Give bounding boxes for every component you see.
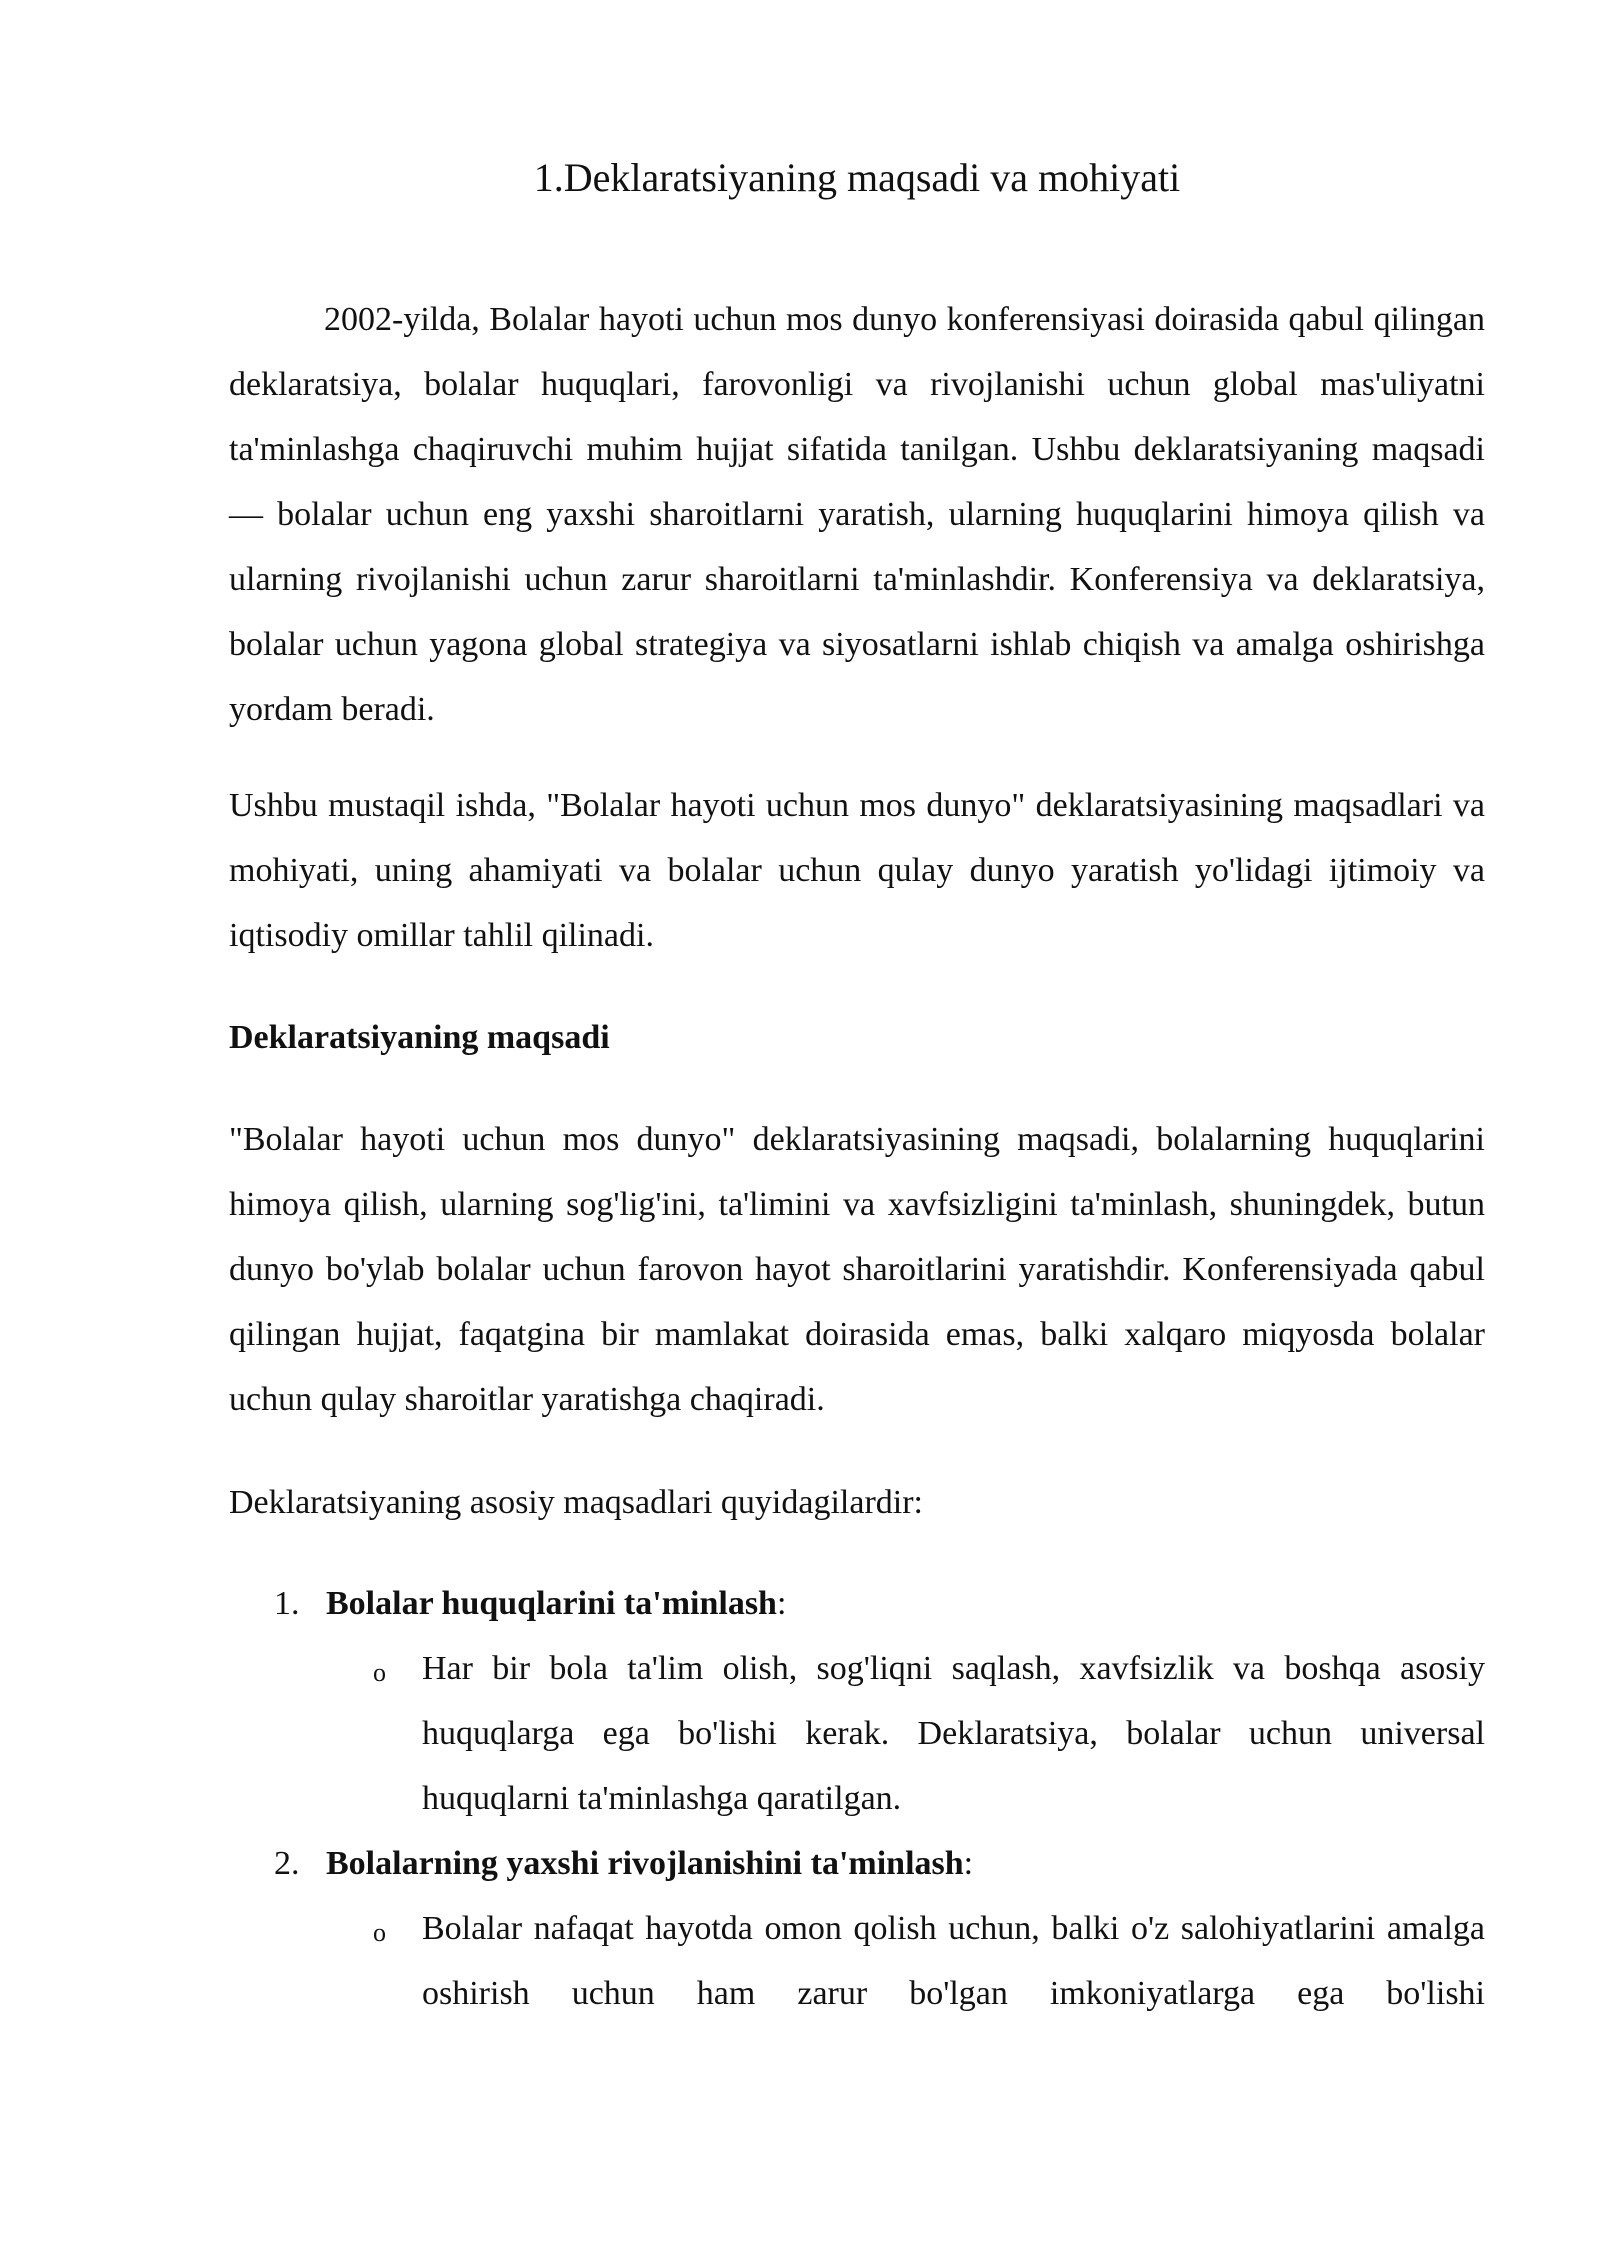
bullet-icon: o bbox=[373, 1918, 386, 1947]
bullet-icon: o bbox=[373, 1658, 386, 1687]
list-item-text bbox=[326, 1571, 786, 1636]
section-heading: Deklaratsiyaning maqsadi bbox=[229, 1019, 610, 1056]
list-item-title: Bolalar huquqlarini ta'minlash bbox=[326, 1585, 777, 1622]
section-paragraph: "Bolalar hayoti uchun mos dunyo" deklaratsiyasining maqsadi, bolalarning huquqlarini himoya qilish, ularning sog'lig'ini, ta'limini va xavfsizligini ta'minlash, shuningdek, butun dunyo bo'ylab bolalar uchun farovon hayot sharoitlarini yaratishdir. Konferensiyada qabul qilingan hujjat, faqatgina bir mamlakat doirasida emas, balki xalqaro miqyosda bolalar uchun qulay sharoitlar yaratishga chaqiradi. bbox=[229, 1121, 1485, 1418]
intro-paragraph: 2002-yilda, Bolalar hayoti uchun mos dunyo konferensiyasi doirasida qabul qilingan deklaratsiya, bolalar huquqlari, farovonligi va rivojlanishi uchun global mas'uliyatni ta'minlashga chaqiruvchi muhim hujjat sifatida tanilgan. Ushbu deklaratsiyaning maqsadi — bolalar uchun eng yaxshi sharoitlarni yaratish, ularning huquqlarini himoya qilish va ularning rivojlanishi uchun zarur sharoitlarni ta'minlashdir. Konferensiya va deklaratsiya, bolalar uchun yagona global strategiya va siyosatlarni ishlab chiqish va amalga oshirishga yordam beradi. bbox=[229, 301, 1485, 728]
list-item-title: Bolalarning yaxshi rivojlanishini ta'minlash bbox=[326, 1845, 964, 1882]
list-item-suffix: : bbox=[776, 1585, 787, 1622]
sub-list-text: Bolalar nafaqat hayotda omon qolish uchun, balki o'z salohiyatlarini amalga oshirish uchun ham zarur bo'lgan imkoniyatlarga ega bo'lishi bbox=[422, 1910, 1485, 2012]
list-item-text bbox=[326, 1831, 973, 1896]
page-title: 1.Deklaratsiyaning maqsadi va mohiyati bbox=[533, 155, 1181, 200]
sub-list-text: Har bir bola ta'lim olish, sog'liqni saqlash, xavfsizlik va boshqa asosiy huquqlarga ega bo'lishi kerak. Deklaratsiya, bolalar uchun universal huquqlarni ta'minlashga qaratilgan. bbox=[422, 1650, 1485, 1817]
list-intro: Deklaratsiyaning asosiy maqsadlari quyidagilardir: bbox=[229, 1484, 923, 1521]
list-number: 2. bbox=[274, 1845, 300, 1882]
list-number: 1. bbox=[274, 1585, 300, 1622]
list-item-suffix: : bbox=[963, 1845, 974, 1882]
second-paragraph: Ushbu mustaqil ishda, "Bolalar hayoti uchun mos dunyo" deklaratsiyasining maqsadlari va mohiyati, uning ahamiyati va bolalar uchun qulay dunyo yaratish yo'lidagi ijtimoiy va iqtisodiy omillar tahlil qilinadi. bbox=[229, 787, 1485, 954]
